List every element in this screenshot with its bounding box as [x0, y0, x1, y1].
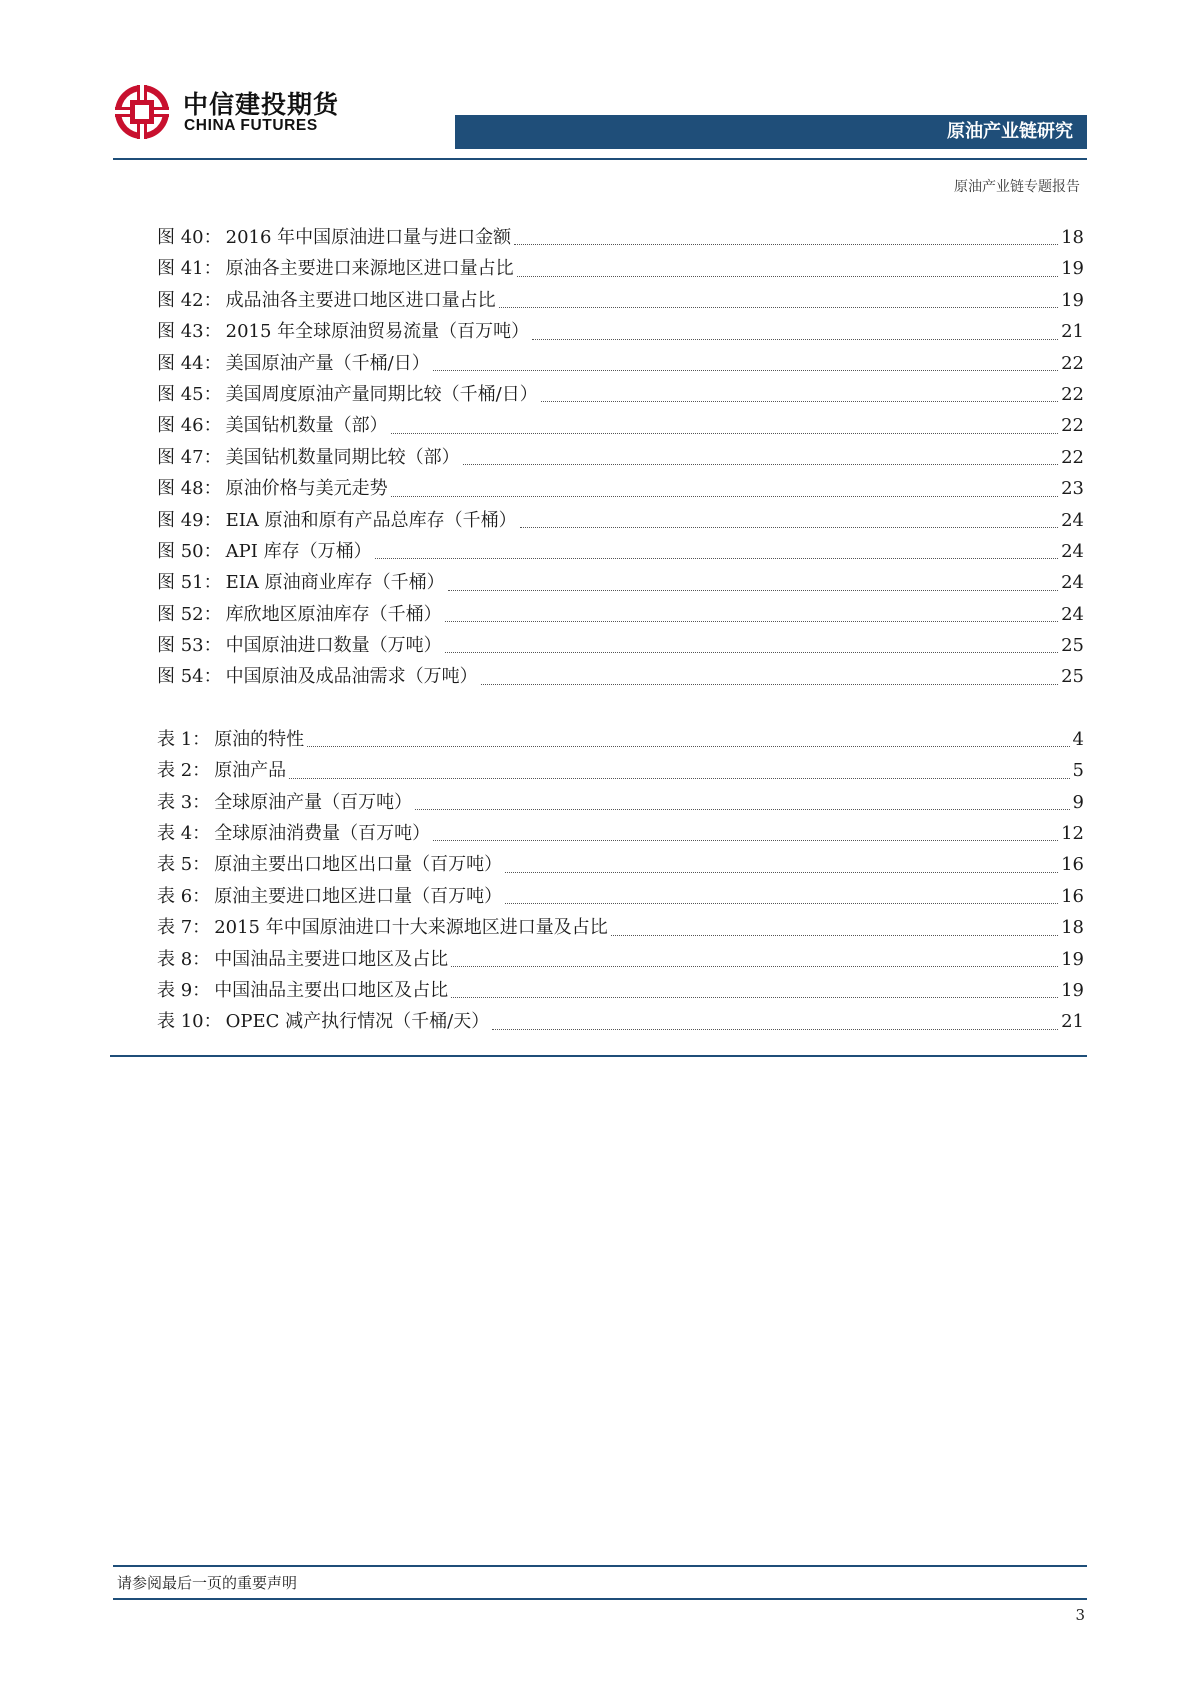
toc-entry-label [157, 505, 517, 536]
toc-entry-title: 原油的特性 [214, 728, 305, 750]
toc-entry-page: 25 [1061, 666, 1084, 688]
toc-table-entry[interactable] [157, 912, 1084, 943]
toc-entry-prefix: 表 8： [157, 948, 211, 970]
toc-entry-page: 19 [1061, 289, 1084, 311]
toc-entry-prefix: 图 42： [157, 289, 222, 311]
toc-entry-label [157, 912, 608, 943]
toc-entry-page: 22 [1061, 446, 1084, 468]
toc-entry-prefix: 图 43： [157, 321, 222, 343]
toc-figure-entry[interactable] [157, 442, 1084, 473]
toc-entry-title: 原油各主要进口来源地区进口量占比 [225, 258, 514, 280]
toc-dot-leader [481, 683, 1058, 685]
toc-entry-label [157, 285, 496, 316]
toc-dot-leader [611, 934, 1058, 936]
toc-entry-label [157, 1006, 489, 1037]
page-number: 3 [1075, 1606, 1085, 1624]
header-divider [113, 158, 1087, 160]
toc-table-entry[interactable] [157, 944, 1084, 975]
toc-entry-page: 22 [1061, 415, 1084, 437]
toc-figure-entry[interactable] [157, 316, 1084, 347]
toc-entry-label [157, 849, 502, 880]
toc-figure-entry[interactable] [157, 536, 1084, 567]
toc-dot-leader [391, 432, 1058, 434]
toc-entry-prefix: 图 50： [157, 540, 222, 562]
toc-entry-prefix: 图 52： [157, 603, 222, 625]
toc-entry-title: 美国周度原油产量同期比较（千桶/日） [225, 383, 538, 405]
toc-entry-page: 18 [1061, 917, 1084, 939]
toc-entry-page: 21 [1061, 1011, 1084, 1033]
toc-dot-leader [445, 651, 1058, 653]
toc-entry-page: 23 [1061, 478, 1084, 500]
toc-entry-prefix: 图 45： [157, 383, 222, 405]
toc-figure-entry[interactable] [157, 285, 1084, 316]
toc-dot-leader [391, 495, 1058, 497]
toc-entry-title: EIA 原油和原有产品总库存（千桶） [225, 509, 517, 531]
toc-entry-title: 成品油各主要进口地区进口量占比 [225, 289, 496, 311]
toc-entry-page: 19 [1061, 948, 1084, 970]
toc-dot-leader [375, 557, 1059, 559]
toc-entry-page: 21 [1061, 321, 1084, 343]
toc-dot-leader [433, 369, 1058, 371]
toc-entry-prefix: 图 53： [157, 635, 222, 657]
footer-divider-top [113, 1565, 1087, 1567]
toc-dot-leader [520, 526, 1058, 528]
toc-entry-page: 16 [1061, 854, 1084, 876]
toc-entry-title: 库欣地区原油库存（千桶） [225, 603, 442, 625]
toc-figure-entry[interactable] [157, 253, 1084, 284]
toc-entry-page: 18 [1061, 227, 1084, 248]
toc-entry-page: 24 [1061, 540, 1084, 562]
toc-entry-prefix: 图 48： [157, 478, 222, 500]
toc-entry-label [157, 567, 445, 598]
toc-figure-entry[interactable] [157, 348, 1084, 379]
toc-dot-leader [448, 589, 1058, 591]
toc-entry-page: 9 [1072, 791, 1084, 813]
toc-figure-entry[interactable] [157, 661, 1084, 692]
toc-entry-prefix: 图 47： [157, 446, 222, 468]
toc-entry-prefix: 表 9： [157, 979, 211, 1001]
toc-entry-page: 24 [1061, 572, 1084, 594]
toc-entry-title: 中国油品主要进口地区及占比 [214, 948, 449, 970]
toc-entry-title: 中国原油进口数量（万吨） [225, 635, 442, 657]
toc-entry-prefix: 表 3： [157, 791, 211, 813]
toc-entry-prefix: 图 46： [157, 415, 222, 437]
toc-entry-prefix: 图 51： [157, 572, 222, 594]
toc-table-entry[interactable] [157, 755, 1084, 786]
toc-dot-leader [514, 243, 1058, 245]
toc-entry-label [157, 253, 514, 284]
toc-table-entry[interactable] [157, 881, 1084, 912]
toc-entry-title: OPEC 减产执行情况（千桶/天） [225, 1011, 490, 1033]
toc-figure-entry[interactable] [157, 505, 1084, 536]
toc-entry-page: 22 [1061, 352, 1084, 374]
toc-dot-leader [505, 902, 1058, 904]
toc-entry-prefix: 表 2： [157, 760, 211, 782]
toc-entry-page: 16 [1061, 885, 1084, 907]
toc-entry-prefix: 表 7： [157, 917, 211, 939]
table-of-contents [157, 222, 1084, 1038]
toc-entry-title: 原油主要进口地区进口量（百万吨） [214, 885, 503, 907]
toc-entry-title: 美国钻机数量同期比较（部） [225, 446, 460, 468]
toc-entry-title: 原油主要出口地区出口量（百万吨） [214, 854, 503, 876]
toc-entry-page: 5 [1072, 760, 1084, 782]
toc-dot-leader [505, 871, 1058, 873]
logo-chinese-name: 中信建投期货 [183, 90, 340, 119]
toc-entry-label [157, 316, 529, 347]
toc-entry-prefix: 表 6： [157, 885, 211, 907]
toc-figure-entry[interactable] [157, 473, 1084, 504]
toc-entry-label [157, 379, 538, 410]
toc-entry-title: 中国油品主要出口地区及占比 [214, 979, 449, 1001]
toc-entry-prefix: 图 54： [157, 666, 222, 688]
footer-divider-bottom [113, 1598, 1087, 1600]
toc-entry-title: 2015 年中国原油进口十大来源地区进口量及占比 [214, 917, 608, 939]
toc-table-entry[interactable] [157, 849, 1084, 880]
toc-entry-title: 全球原油消费量（百万吨） [214, 823, 431, 845]
toc-figure-entry[interactable] [157, 379, 1084, 410]
toc-entry-page: 24 [1061, 509, 1084, 531]
toc-dot-leader [517, 275, 1058, 277]
toc-dot-leader [289, 777, 1069, 779]
toc-table-entry[interactable] [157, 1006, 1084, 1037]
toc-entry-label [157, 787, 412, 818]
toc-entry-label [157, 348, 430, 379]
table-list [157, 724, 1084, 1038]
toc-table-entry[interactable] [157, 975, 1084, 1006]
toc-dot-leader [307, 745, 1069, 747]
toc-entry-title: 中国原油及成品油需求（万吨） [225, 666, 478, 688]
toc-entry-prefix: 图 40： [157, 227, 222, 248]
toc-dot-leader [451, 965, 1058, 967]
toc-entry-title: 原油产品 [214, 760, 287, 782]
toc-entry-prefix: 表 5： [157, 854, 211, 876]
toc-entry-label [157, 410, 388, 441]
toc-entry-label [157, 975, 448, 1006]
section-gap [157, 693, 1084, 724]
report-subtitle: 原油产业链专题报告 [954, 179, 1080, 195]
toc-entry-page: 19 [1061, 979, 1084, 1001]
toc-figure-entry[interactable] [157, 222, 1084, 253]
toc-table-entry[interactable] [157, 787, 1084, 818]
toc-table-entry[interactable] [157, 818, 1084, 849]
toc-entry-label [157, 442, 460, 473]
toc-end-divider [110, 1055, 1087, 1057]
toc-dot-leader [451, 996, 1058, 998]
toc-entry-page: 24 [1061, 603, 1084, 625]
toc-dot-leader [499, 306, 1058, 308]
toc-entry-title: 2015 年全球原油贸易流量（百万吨） [225, 321, 530, 343]
toc-entry-label [157, 944, 448, 975]
figure-list [157, 222, 1084, 693]
toc-entry-label [157, 755, 286, 786]
toc-entry-prefix: 图 41： [157, 258, 222, 280]
toc-dot-leader [492, 1028, 1058, 1030]
toc-entry-label [157, 881, 502, 912]
toc-dot-leader [433, 839, 1058, 841]
header-title-bar: 原油产业链研究 [455, 115, 1087, 149]
toc-entry-label [157, 473, 388, 504]
toc-entry-label [157, 818, 430, 849]
toc-entry-page: 4 [1072, 728, 1084, 750]
toc-entry-prefix: 图 49： [157, 509, 222, 531]
toc-entry-page: 22 [1061, 383, 1084, 405]
toc-entry-title: 美国钻机数量（部） [225, 415, 388, 437]
company-logo [113, 83, 363, 145]
disclaimer-note: 请参阅最后一页的重要声明 [117, 1574, 298, 1592]
toc-entry-label [157, 724, 304, 755]
toc-dot-leader [463, 463, 1058, 465]
toc-entry-prefix: 表 10： [157, 1011, 222, 1033]
toc-entry-label [157, 222, 511, 253]
toc-entry-prefix: 图 44： [157, 352, 222, 374]
toc-entry-page: 25 [1061, 635, 1084, 657]
toc-entry-page: 12 [1061, 823, 1084, 845]
toc-figure-entry[interactable] [157, 630, 1084, 661]
toc-entry-title: 原油价格与美元走势 [225, 478, 388, 500]
toc-entry-prefix: 表 1： [157, 728, 211, 750]
toc-entry-label [157, 536, 372, 567]
toc-entry-title: EIA 原油商业库存（千桶） [225, 572, 445, 594]
toc-dot-leader [445, 620, 1058, 622]
citic-logo-icon [113, 83, 171, 141]
toc-figure-entry[interactable] [157, 599, 1084, 630]
toc-figure-entry[interactable] [157, 567, 1084, 598]
toc-entry-label [157, 599, 442, 630]
toc-entry-label [157, 661, 478, 692]
toc-entry-title: API 库存（万桶） [225, 540, 372, 562]
toc-entry-page: 19 [1061, 258, 1084, 280]
toc-entry-title: 美国原油产量（千桶/日） [225, 352, 430, 374]
toc-entry-prefix: 表 4： [157, 823, 211, 845]
toc-figure-entry[interactable] [157, 410, 1084, 441]
toc-entry-label [157, 630, 442, 661]
toc-dot-leader [532, 338, 1058, 340]
toc-table-entry[interactable] [157, 724, 1084, 755]
toc-dot-leader [415, 808, 1069, 810]
toc-entry-title: 全球原油产量（百万吨） [214, 791, 413, 813]
toc-dot-leader [541, 400, 1058, 402]
logo-english-name: CHINA FUTURES [184, 117, 318, 134]
toc-entry-title: 2016 年中国原油进口量与进口金额 [225, 227, 512, 248]
